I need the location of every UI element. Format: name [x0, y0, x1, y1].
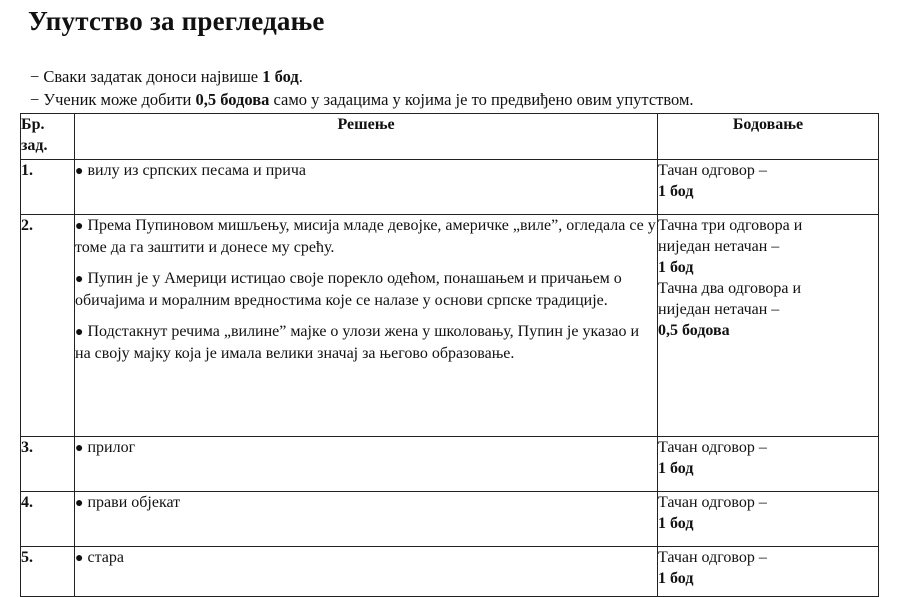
solution-text: прилог [87, 439, 136, 456]
instruction-2-suffix: само у задацима у којима је то предвиђено овим упутством. [269, 90, 694, 109]
points-value: 0,5 бодова [658, 322, 730, 339]
points-cell [658, 215, 879, 437]
solution-cell [75, 547, 658, 597]
solution-item [75, 437, 657, 459]
solution-cell [75, 160, 658, 215]
points-cell [658, 437, 879, 492]
points-criteria: Тачна два одговора и [658, 280, 802, 297]
bullet-icon: ● [75, 272, 84, 287]
points-cell [658, 492, 879, 547]
bullet-icon: ● [75, 325, 84, 340]
solution-item [75, 160, 657, 182]
solution-text: Према Пупиновом мишљењу, мисија младе девојке, америчке „виле”, огледала се у томе да га заштити и донесе му срећу. [75, 217, 656, 256]
points-criteria: Тачан одговор – [658, 549, 767, 566]
table-header-row [21, 114, 879, 160]
solution-item [75, 547, 657, 569]
task-number: 2. [21, 215, 75, 437]
bullet-icon: ● [75, 219, 84, 234]
instruction-line-1 [30, 67, 303, 87]
points-criteria: ниједан нетачан – [658, 238, 780, 255]
points-value: 1 бод [658, 259, 694, 276]
points-criteria: Тачан одговор – [658, 439, 767, 456]
instruction-1-suffix: . [298, 67, 303, 86]
points-criteria: ниједан нетачан – [658, 301, 780, 318]
points-value: 1 бод [658, 570, 694, 587]
points-cell [658, 160, 879, 215]
points-value: 1 бод [658, 515, 694, 532]
solution-text: прави објекат [87, 494, 181, 511]
solution-text: вилу из српских песама и прича [87, 162, 306, 179]
instruction-1-bold: 1 бод [262, 67, 299, 86]
instruction-line-2 [30, 90, 694, 110]
table-row [21, 437, 879, 492]
task-number: 3. [21, 437, 75, 492]
instruction-2-bold: 0,5 бодова [195, 90, 270, 109]
page-title: Упутство за прегледање [28, 6, 325, 36]
solution-text: Пупин је у Америци истицао своје порекло одећом, понашањем и причањем о обичајима и моралним вредностима које се налазе у основи српске традиције. [75, 270, 622, 309]
solution-text: Подстакнут речима „вилине” мајке о улози жена у школовању, Пупин је указао и на своју мајку која је имала велики значај за његово образовање. [75, 323, 640, 362]
points-cell [658, 547, 879, 597]
solution-item [75, 321, 657, 364]
points-criteria: Тачан одговор – [658, 494, 767, 511]
points-criteria: Тачна три одговора и [658, 217, 803, 234]
task-number: 4. [21, 492, 75, 547]
solution-item [75, 268, 657, 311]
solution-cell [75, 215, 658, 437]
table-row [21, 492, 879, 547]
table-row [21, 215, 879, 437]
table-row [21, 547, 879, 597]
bullet-icon: ● [75, 441, 84, 456]
points-value: 1 бод [658, 460, 694, 477]
task-number: 1. [21, 160, 75, 215]
solution-cell [75, 437, 658, 492]
solution-item [75, 215, 657, 258]
header-points: Бодовање [658, 114, 879, 160]
bullet-icon: ● [75, 551, 84, 566]
grading-table [20, 113, 879, 597]
solution-text: стара [87, 549, 124, 566]
bullet-icon: ● [75, 496, 84, 511]
header-task-number: Бр. зад. [21, 114, 75, 160]
instruction-1-prefix: − Сваки задатак доноси највише [30, 67, 263, 86]
points-value: 1 бод [658, 183, 694, 200]
solution-cell [75, 492, 658, 547]
header-solution: Решење [75, 114, 658, 160]
instruction-2-prefix: − Ученик може добити [30, 90, 196, 109]
bullet-icon: ● [75, 164, 84, 179]
task-number: 5. [21, 547, 75, 597]
points-criteria: Тачан одговор – [658, 162, 767, 179]
solution-item [75, 492, 657, 514]
table-row [21, 160, 879, 215]
